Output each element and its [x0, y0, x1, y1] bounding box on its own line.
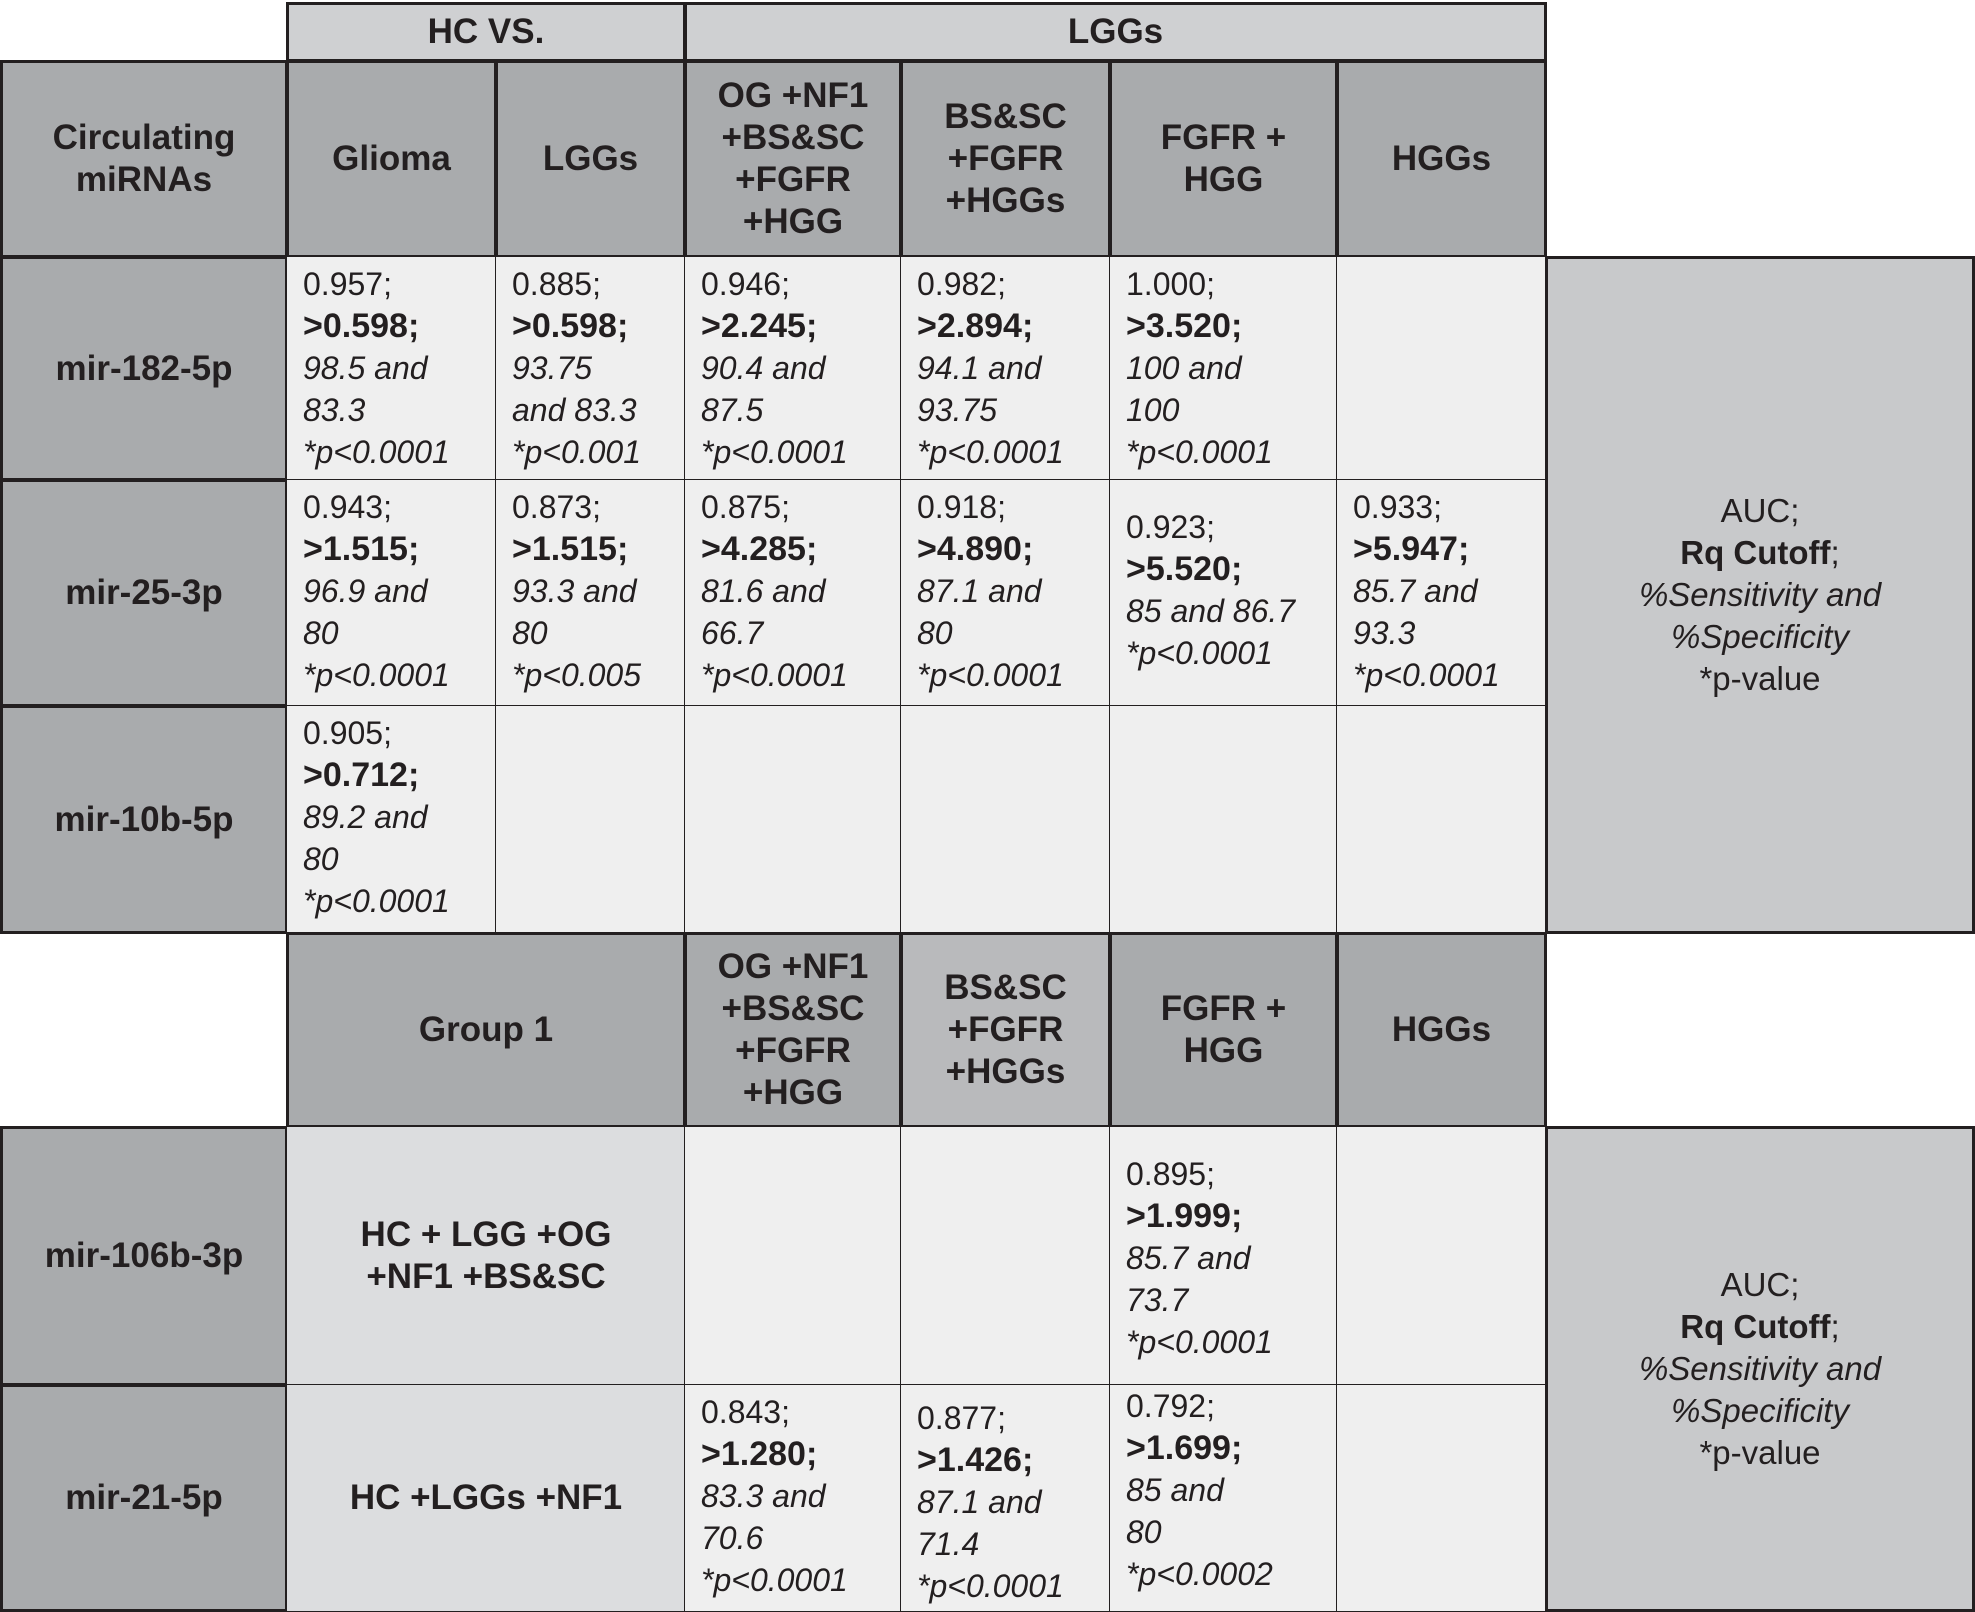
- auc-value: 0.923;: [1126, 509, 1215, 545]
- table-cell-empty: [900, 1126, 1111, 1386]
- header-hc-vs: [286, 2, 686, 62]
- table-cell-empty: [684, 1126, 902, 1386]
- sensitivity-value: 90.4 and: [701, 350, 826, 386]
- header2-og: [684, 932, 902, 1128]
- header2-hggs-label: HGGs: [1391, 1010, 1492, 1049]
- sensitivity-value: 93.75: [512, 350, 593, 386]
- table-cell: [1109, 479, 1338, 707]
- p-value: *p<0.0001: [1126, 635, 1273, 671]
- auc-value: 0.943;: [303, 489, 392, 525]
- table-cell: [286, 256, 497, 481]
- header2-bs-label: BS&SC +FGFR +HGGs: [944, 968, 1067, 1091]
- header-lggs-group: [684, 2, 1547, 62]
- row-head-label: mir-106b-3p: [44, 1236, 244, 1275]
- auc-value: 0.957;: [303, 266, 392, 302]
- specificity-value: and 83.3: [512, 392, 637, 428]
- p-value: *p<0.0001: [303, 434, 450, 470]
- header-glioma: [286, 60, 497, 258]
- sensitivity-value: 87.1 and: [917, 573, 1042, 609]
- table-cell-empty: [1109, 705, 1338, 934]
- cutoff-value: >4.890;: [917, 530, 1034, 568]
- auc-value: 0.875;: [701, 489, 790, 525]
- group-label: HC +LGGs +NF1: [349, 1478, 623, 1517]
- header-group-1: [286, 932, 686, 1128]
- row-head-mir-10b-5p: [0, 705, 288, 934]
- header-og: [684, 60, 902, 258]
- specificity-value: 87.5: [701, 392, 764, 428]
- specificity-value: 70.6: [701, 1520, 764, 1556]
- cutoff-value: >5.520;: [1126, 550, 1243, 588]
- p-value: *p<0.0001: [701, 1562, 848, 1598]
- cutoff-value: >2.245;: [701, 307, 818, 345]
- auc-value: 0.905;: [303, 715, 392, 751]
- header-hc-vs-label: HC VS.: [427, 12, 545, 51]
- header-bs: [900, 60, 1111, 258]
- table-cell-empty: [900, 705, 1111, 934]
- table-cell: [684, 1384, 902, 1612]
- p-value: *p<0.0001: [1353, 657, 1500, 693]
- cutoff-value: >0.598;: [512, 307, 629, 345]
- auc-value: 0.933;: [1353, 489, 1442, 525]
- p-value: *p<0.0001: [917, 434, 1064, 470]
- table-cell: [900, 1384, 1111, 1612]
- header-lggs-label: LGGs: [542, 139, 639, 178]
- p-value: *p<0.0001: [1126, 434, 1273, 470]
- table-cell-empty: [1336, 1126, 1547, 1386]
- table-cell: [1336, 479, 1547, 707]
- auc-value: 0.885;: [512, 266, 601, 302]
- legend-p-value: *p-value: [1699, 1434, 1821, 1471]
- row-head-mir-21-5p: [0, 1384, 288, 1612]
- p-value: *p<0.005: [512, 657, 642, 693]
- table-cell: [900, 479, 1111, 707]
- legend-auc: AUC;: [1720, 492, 1800, 529]
- specificity-value: 71.4: [917, 1526, 980, 1562]
- header2-hggs: [1336, 932, 1547, 1128]
- cutoff-value: >1.426;: [917, 1441, 1034, 1479]
- legend-cutoff: Rq Cutoff: [1680, 1308, 1831, 1345]
- header2-fgfr-label: FGFR + HGG: [1160, 989, 1287, 1070]
- sensitivity-value: 85 and 86.7: [1126, 593, 1296, 629]
- auc-value: 0.873;: [512, 489, 601, 525]
- specificity-value: 80: [303, 615, 339, 651]
- legend-sensitivity: %Sensitivity and: [1638, 576, 1882, 613]
- p-value: *p<0.0001: [701, 434, 848, 470]
- cutoff-value: >1.999;: [1126, 1197, 1243, 1235]
- p-value: *p<0.0001: [303, 657, 450, 693]
- legend-sensitivity: %Sensitivity and: [1638, 1350, 1882, 1387]
- table-cell: [286, 705, 497, 934]
- header-fgfr: [1109, 60, 1338, 258]
- table-cell-empty: [1336, 1384, 1547, 1612]
- header-circulating-mirnas-label: Circulating miRNAs: [52, 118, 236, 199]
- specificity-value: 80: [512, 615, 548, 651]
- header-lggs: [495, 60, 686, 258]
- specificity-value: 80: [917, 615, 953, 651]
- table-cell: [1109, 256, 1338, 481]
- header-group-1-label: Group 1: [418, 1010, 554, 1049]
- sensitivity-value: 93.3 and: [512, 573, 637, 609]
- sensitivity-value: 96.9 and: [303, 573, 428, 609]
- specificity-value: 93.3: [1353, 615, 1416, 651]
- legend-top: [1545, 256, 1975, 934]
- sensitivity-value: 85.7 and: [1126, 1240, 1251, 1276]
- auc-value: 0.895;: [1126, 1156, 1215, 1192]
- specificity-value: 83.3: [303, 392, 366, 428]
- cutoff-value: >4.285;: [701, 530, 818, 568]
- sensitivity-value: 83.3 and: [701, 1478, 826, 1514]
- legend-cutoff-suffix: ;: [1830, 1308, 1840, 1345]
- specificity-value: 93.75: [917, 392, 998, 428]
- cutoff-value: >0.598;: [303, 307, 420, 345]
- header-hggs: [1336, 60, 1547, 258]
- specificity-value: 73.7: [1126, 1282, 1189, 1318]
- specificity-value: 66.7: [701, 615, 764, 651]
- p-value: *p<0.0001: [917, 1568, 1064, 1604]
- cutoff-value: >0.712;: [303, 756, 420, 794]
- p-value: *p<0.0002: [1126, 1556, 1273, 1592]
- row-head-mir-106b-3p: [0, 1126, 288, 1386]
- row-head-label: mir-182-5p: [55, 348, 233, 388]
- header2-og-label: OG +NF1 +BS&SC +FGFR +HGG: [717, 947, 869, 1112]
- auc-value: 0.792;: [1126, 1388, 1215, 1424]
- row-head-label: mir-21-5p: [65, 1478, 223, 1517]
- sensitivity-value: 94.1 and: [917, 350, 1042, 386]
- table-cell: [1109, 1126, 1338, 1386]
- header2-fgfr: [1109, 932, 1338, 1128]
- table-cell: [495, 479, 686, 707]
- header2-bs: [900, 932, 1111, 1128]
- p-value: *p<0.0001: [303, 883, 450, 919]
- p-value: *p<0.0001: [701, 657, 848, 693]
- auc-value: 0.877;: [917, 1400, 1006, 1436]
- header-og-label: OG +NF1 +BS&SC +FGFR +HGG: [717, 76, 869, 241]
- table-cell: [684, 256, 902, 481]
- table-cell-empty: [1336, 705, 1547, 934]
- cutoff-value: >3.520;: [1126, 307, 1243, 345]
- row-head-mir-182-5p: [0, 256, 288, 481]
- legend-auc: AUC;: [1720, 1266, 1800, 1303]
- row-head-label: mir-25-3p: [65, 573, 223, 612]
- cutoff-value: >2.894;: [917, 307, 1034, 345]
- cutoff-value: >1.515;: [512, 530, 629, 568]
- sensitivity-value: 87.1 and: [917, 1484, 1042, 1520]
- cutoff-value: >5.947;: [1353, 530, 1470, 568]
- legend-cutoff: Rq Cutoff: [1680, 534, 1831, 571]
- table-cell-empty: [684, 705, 902, 934]
- header-circulating-mirnas: [0, 60, 288, 258]
- table-cell: [684, 479, 902, 707]
- auc-value: 0.843;: [701, 1394, 790, 1430]
- group-label: HC + LGG +OG +NF1 +BS&SC: [360, 1215, 612, 1296]
- row-head-mir-25-3p: [0, 479, 288, 707]
- header-hggs-label: HGGs: [1391, 139, 1492, 178]
- p-value: *p<0.0001: [1126, 1324, 1273, 1360]
- auc-value: 0.946;: [701, 266, 790, 302]
- cutoff-value: >1.515;: [303, 530, 420, 568]
- table-cell-empty: [495, 705, 686, 934]
- p-value: *p<0.001: [512, 434, 642, 470]
- sensitivity-value: 85 and: [1126, 1472, 1224, 1508]
- row-head-label: mir-10b-5p: [54, 799, 234, 839]
- specificity-value: 80: [1126, 1514, 1162, 1550]
- auc-value: 1.000;: [1126, 266, 1215, 302]
- legend-p-value: *p-value: [1699, 660, 1821, 697]
- header-glioma-label: Glioma: [332, 139, 451, 178]
- group-cell-mir-21-5p: [286, 1384, 686, 1612]
- legend-specificity: %Specificity: [1671, 1392, 1849, 1429]
- sensitivity-value: 100 and: [1126, 350, 1242, 386]
- header-lggs-group-label: LGGs: [1067, 12, 1164, 51]
- sensitivity-value: 81.6 and: [701, 573, 826, 609]
- header-bs-label: BS&SC +FGFR +HGGs: [944, 97, 1067, 220]
- table-cell: [495, 256, 686, 481]
- sensitivity-value: 89.2 and: [303, 799, 428, 835]
- table-cell-empty: [1336, 256, 1547, 481]
- legend-bottom: [1545, 1126, 1975, 1612]
- table-cell: [286, 479, 497, 707]
- sensitivity-value: 85.7 and: [1353, 573, 1478, 609]
- legend-specificity: %Specificity: [1671, 618, 1849, 655]
- table-cell: [1109, 1384, 1338, 1612]
- cutoff-value: >1.280;: [701, 1435, 818, 1473]
- cutoff-value: >1.699;: [1126, 1429, 1243, 1467]
- header-fgfr-label: FGFR + HGG: [1160, 118, 1287, 199]
- specificity-value: 100: [1126, 392, 1180, 428]
- legend-cutoff-suffix: ;: [1830, 534, 1840, 571]
- specificity-value: 80: [303, 841, 339, 877]
- p-value: *p<0.0001: [917, 657, 1064, 693]
- sensitivity-value: 98.5 and: [303, 350, 428, 386]
- auc-value: 0.982;: [917, 266, 1006, 302]
- group-cell-mir-106b-3p: [286, 1126, 686, 1386]
- table-cell: [900, 256, 1111, 481]
- auc-value: 0.918;: [917, 489, 1006, 525]
